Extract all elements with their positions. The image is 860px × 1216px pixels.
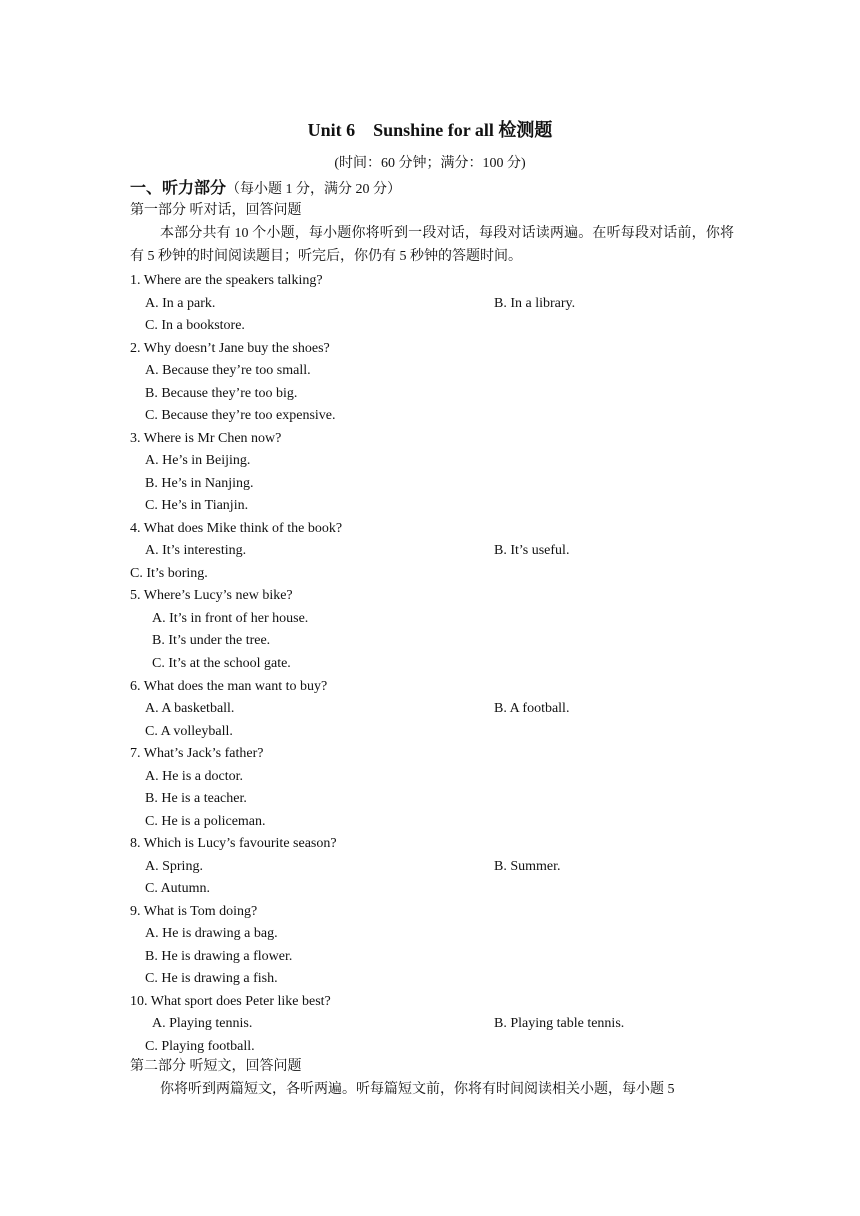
option-2a: A. Because they’re too small. — [145, 363, 311, 378]
option-4b: B. It’s useful. — [494, 543, 570, 558]
section-scoring-note: （每小题 1 分，满分 20 分） — [226, 182, 402, 197]
part2-instructions: 你将听到两篇短文，各听两遍。听每篇短文前，你将有时间阅读相关小题，每小题 5 — [160, 1082, 675, 1097]
option-9c: C. He is drawing a fish. — [145, 971, 278, 986]
option-7b: B. He is a teacher. — [145, 791, 247, 806]
option-9a: A. He is drawing a bag. — [145, 926, 278, 941]
option-8b: B. Summer. — [494, 859, 561, 874]
page-subtitle: (时间：60 分钟；满分：100 分) — [334, 156, 526, 171]
option-10b: B. Playing table tennis. — [494, 1016, 625, 1031]
option-8a: A. Spring. — [145, 859, 203, 874]
question-5: 5. Where’s Lucy’s new bike? — [130, 588, 293, 603]
option-9b: B. He is drawing a flower. — [145, 949, 293, 964]
page-title: Unit 6 Sunshine for all 检测题 — [307, 120, 553, 140]
option-6c: C. A volleyball. — [145, 724, 233, 739]
option-10a: A. Playing tennis. — [152, 1016, 253, 1031]
option-2c: C. Because they’re too expensive. — [145, 408, 336, 423]
question-2: 2. Why doesn’t Jane buy the shoes? — [130, 341, 330, 356]
option-5b: B. It’s under the tree. — [152, 633, 271, 648]
option-4a: A. It’s interesting. — [145, 543, 247, 558]
option-7c: C. He is a policeman. — [145, 814, 266, 829]
option-6a: A. A basketball. — [145, 701, 235, 716]
option-7a: A. He is a doctor. — [145, 769, 243, 784]
option-3b: B. He’s in Nanjing. — [145, 476, 254, 491]
option-2b: B. Because they’re too big. — [145, 386, 298, 401]
option-6b: B. A football. — [494, 701, 570, 716]
question-6: 6. What does the man want to buy? — [130, 679, 328, 694]
option-4c: C. It’s boring. — [130, 566, 208, 581]
question-1: 1. Where are the speakers talking? — [130, 273, 323, 288]
option-1c: C. In a bookstore. — [145, 318, 245, 333]
part1-heading: 第一部分 听对话，回答问题 — [130, 203, 302, 218]
question-9: 9. What is Tom doing? — [130, 904, 258, 919]
section-title: 一、听力部分 — [130, 178, 227, 197]
option-8c: C. Autumn. — [145, 881, 210, 896]
option-5a: A. It’s in front of her house. — [152, 611, 309, 626]
option-1b: B. In a library. — [494, 296, 576, 311]
question-4: 4. What does Mike think of the book? — [130, 521, 343, 536]
part1-instructions: 本部分共有 10 个小题，每小题你将听到一段对话，每段对话读两遍。在听每段对话前，你将有 5 秒钟的时间阅读题目；听完后，你仍有 5 秒钟的答题时间。 — [130, 226, 734, 264]
question-7: 7. What’s Jack’s father? — [130, 746, 264, 761]
option-3c: C. He’s in Tianjin. — [145, 498, 249, 513]
option-10c: C. Playing football. — [145, 1039, 255, 1054]
question-10: 10. What sport does Peter like best? — [130, 994, 331, 1009]
section-heading-listening — [130, 175, 401, 198]
option-5c: C. It’s at the school gate. — [152, 656, 291, 671]
option-1a: A. In a park. — [145, 296, 216, 311]
question-3: 3. Where is Mr Chen now? — [130, 431, 282, 446]
part2-heading: 第二部分 听短文，回答问题 — [130, 1059, 302, 1074]
question-8: 8. Which is Lucy’s favourite season? — [130, 836, 337, 851]
option-3a: A. He’s in Beijing. — [145, 453, 251, 468]
